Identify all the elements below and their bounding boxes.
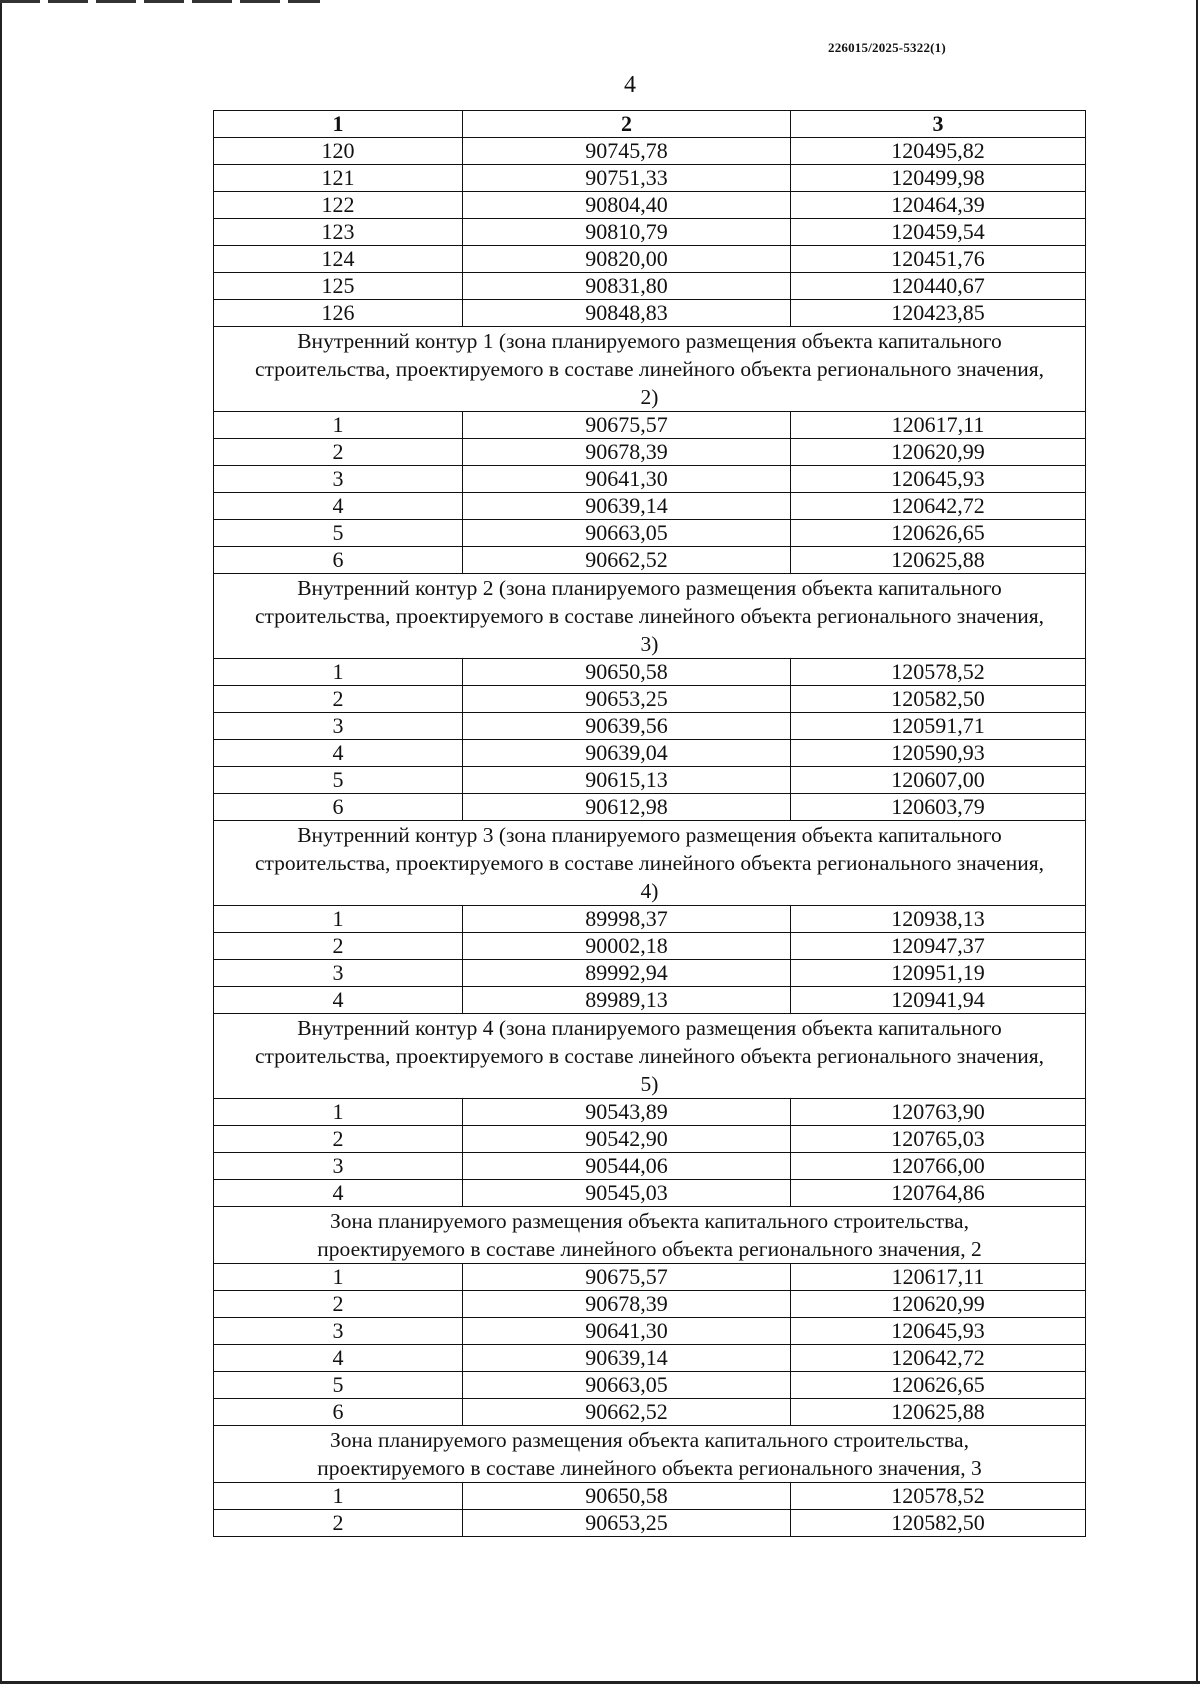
cell-y-coordinate: 120582,50: [791, 1510, 1086, 1537]
table-row: [214, 273, 1086, 300]
cell-y-coordinate: 120440,67: [791, 273, 1086, 300]
cell-point-number: 6: [214, 794, 463, 821]
table-header-row: [214, 111, 1086, 138]
section-header-row: [214, 1207, 1086, 1264]
cell-x-coordinate: 90663,05: [463, 1372, 791, 1399]
cell-x-coordinate: 90751,33: [463, 165, 791, 192]
section-title: Внутренний контур 1 (зона планируемого размещения объекта капитального строительства, проектируемого в составе линейного объекта регионального значения, 2): [214, 327, 1086, 412]
cell-x-coordinate: 89989,13: [463, 987, 791, 1014]
cell-x-coordinate: 89998,37: [463, 906, 791, 933]
cell-point-number: 3: [214, 1153, 463, 1180]
cell-x-coordinate: 90545,03: [463, 1180, 791, 1207]
table-row: [214, 165, 1086, 192]
cell-point-number: 3: [214, 960, 463, 987]
table-row: [214, 1345, 1086, 1372]
cell-x-coordinate: 90639,04: [463, 740, 791, 767]
cell-y-coordinate: 120423,85: [791, 300, 1086, 327]
cell-y-coordinate: 120941,94: [791, 987, 1086, 1014]
cell-point-number: 2: [214, 686, 463, 713]
cell-point-number: 123: [214, 219, 463, 246]
cell-x-coordinate: 90641,30: [463, 466, 791, 493]
cell-y-coordinate: 120620,99: [791, 439, 1086, 466]
cell-point-number: 2: [214, 1510, 463, 1537]
cell-point-number: 4: [214, 987, 463, 1014]
cell-point-number: 3: [214, 1318, 463, 1345]
cell-point-number: 2: [214, 439, 463, 466]
cell-x-coordinate: 90542,90: [463, 1126, 791, 1153]
cell-y-coordinate: 120617,11: [791, 1264, 1086, 1291]
cell-y-coordinate: 120499,98: [791, 165, 1086, 192]
cell-y-coordinate: 120578,52: [791, 1483, 1086, 1510]
table-row: [214, 192, 1086, 219]
table-row: [214, 547, 1086, 574]
cell-y-coordinate: 120625,88: [791, 1399, 1086, 1426]
table-row: [214, 1510, 1086, 1537]
cell-point-number: 1: [214, 412, 463, 439]
cell-point-number: 6: [214, 547, 463, 574]
cell-x-coordinate: 90678,39: [463, 439, 791, 466]
cell-y-coordinate: 120582,50: [791, 686, 1086, 713]
cell-y-coordinate: 120645,93: [791, 466, 1086, 493]
table-body: [214, 138, 1086, 1537]
section-title: Зона планируемого размещения объекта капитального строительства, проектируемого в составе линейного объекта регионального значения, 2: [214, 1207, 1086, 1264]
cell-point-number: 121: [214, 165, 463, 192]
cell-point-number: 122: [214, 192, 463, 219]
table-row: [214, 906, 1086, 933]
cell-x-coordinate: 90639,14: [463, 1345, 791, 1372]
cell-point-number: 3: [214, 713, 463, 740]
cell-y-coordinate: 120645,93: [791, 1318, 1086, 1345]
cell-x-coordinate: 90820,00: [463, 246, 791, 273]
section-title: Внутренний контур 4 (зона планируемого размещения объекта капитального строительства, проектируемого в составе линейного объекта регионального значения, 5): [214, 1014, 1086, 1099]
cell-point-number: 2: [214, 1126, 463, 1153]
section-title: Зона планируемого размещения объекта капитального строительства, проектируемого в составе линейного объекта регионального значения, 3: [214, 1426, 1086, 1483]
cell-point-number: 126: [214, 300, 463, 327]
cell-point-number: 1: [214, 906, 463, 933]
cell-y-coordinate: 120626,65: [791, 1372, 1086, 1399]
cell-x-coordinate: 90544,06: [463, 1153, 791, 1180]
cell-point-number: 4: [214, 493, 463, 520]
table-row: [214, 412, 1086, 439]
table-row: [214, 713, 1086, 740]
cell-y-coordinate: 120620,99: [791, 1291, 1086, 1318]
table-row: [214, 659, 1086, 686]
cell-y-coordinate: 120578,52: [791, 659, 1086, 686]
cell-y-coordinate: 120765,03: [791, 1126, 1086, 1153]
cell-point-number: 5: [214, 1372, 463, 1399]
cell-x-coordinate: 90675,57: [463, 1264, 791, 1291]
section-header-row: [214, 821, 1086, 906]
table-row: [214, 960, 1086, 987]
table-row: [214, 1399, 1086, 1426]
cell-x-coordinate: 90650,58: [463, 659, 791, 686]
coordinates-table: [213, 110, 1086, 1537]
cell-y-coordinate: 120451,76: [791, 246, 1086, 273]
cell-point-number: 5: [214, 520, 463, 547]
cell-x-coordinate: 90650,58: [463, 1483, 791, 1510]
cell-x-coordinate: 90663,05: [463, 520, 791, 547]
scan-edge-mark: [0, 0, 320, 3]
cell-x-coordinate: 90612,98: [463, 794, 791, 821]
section-header-row: [214, 327, 1086, 412]
cell-y-coordinate: 120459,54: [791, 219, 1086, 246]
cell-x-coordinate: 90615,13: [463, 767, 791, 794]
cell-point-number: 6: [214, 1399, 463, 1426]
table-row: [214, 1483, 1086, 1510]
cell-x-coordinate: 90848,83: [463, 300, 791, 327]
cell-point-number: 120: [214, 138, 463, 165]
cell-x-coordinate: 90653,25: [463, 1510, 791, 1537]
cell-y-coordinate: 120642,72: [791, 1345, 1086, 1372]
cell-x-coordinate: 90675,57: [463, 412, 791, 439]
cell-y-coordinate: 120764,86: [791, 1180, 1086, 1207]
cell-point-number: 125: [214, 273, 463, 300]
cell-y-coordinate: 120947,37: [791, 933, 1086, 960]
cell-x-coordinate: 90641,30: [463, 1318, 791, 1345]
cell-point-number: 1: [214, 1099, 463, 1126]
table-row: [214, 1291, 1086, 1318]
cell-y-coordinate: 120495,82: [791, 138, 1086, 165]
cell-y-coordinate: 120590,93: [791, 740, 1086, 767]
table-row: [214, 439, 1086, 466]
cell-y-coordinate: 120951,19: [791, 960, 1086, 987]
table-row: [214, 1180, 1086, 1207]
cell-x-coordinate: 90639,14: [463, 493, 791, 520]
table-row: [214, 933, 1086, 960]
cell-point-number: 2: [214, 933, 463, 960]
cell-point-number: 4: [214, 740, 463, 767]
cell-y-coordinate: 120626,65: [791, 520, 1086, 547]
cell-x-coordinate: 90639,56: [463, 713, 791, 740]
table-row: [214, 1126, 1086, 1153]
table-row: [214, 493, 1086, 520]
table-row: [214, 138, 1086, 165]
column-header-point: 1: [214, 111, 463, 138]
document-number: 226015/2025-5322(1): [828, 40, 946, 55]
table-row: [214, 1264, 1086, 1291]
table-row: [214, 740, 1086, 767]
cell-y-coordinate: 120591,71: [791, 713, 1086, 740]
table-row: [214, 1318, 1086, 1345]
table-row: [214, 794, 1086, 821]
cell-x-coordinate: 90678,39: [463, 1291, 791, 1318]
table-row: [214, 1372, 1086, 1399]
cell-y-coordinate: 120464,39: [791, 192, 1086, 219]
cell-y-coordinate: 120642,72: [791, 493, 1086, 520]
cell-point-number: 5: [214, 767, 463, 794]
table-row: [214, 767, 1086, 794]
cell-y-coordinate: 120625,88: [791, 547, 1086, 574]
cell-x-coordinate: 90002,18: [463, 933, 791, 960]
table-row: [214, 1099, 1086, 1126]
column-header-x: 2: [463, 111, 791, 138]
cell-x-coordinate: 89992,94: [463, 960, 791, 987]
table-row: [214, 987, 1086, 1014]
section-header-row: [214, 1426, 1086, 1483]
cell-y-coordinate: 120607,00: [791, 767, 1086, 794]
table-row: [214, 300, 1086, 327]
cell-point-number: 2: [214, 1291, 463, 1318]
cell-y-coordinate: 120938,13: [791, 906, 1086, 933]
table-row: [214, 466, 1086, 493]
cell-y-coordinate: 120617,11: [791, 412, 1086, 439]
cell-y-coordinate: 120603,79: [791, 794, 1086, 821]
cell-point-number: 1: [214, 1483, 463, 1510]
section-title: Внутренний контур 2 (зона планируемого размещения объекта капитального строительства, проектируемого в составе линейного объекта регионального значения, 3): [214, 574, 1086, 659]
cell-x-coordinate: 90745,78: [463, 138, 791, 165]
table-row: [214, 219, 1086, 246]
cell-x-coordinate: 90810,79: [463, 219, 791, 246]
cell-y-coordinate: 120766,00: [791, 1153, 1086, 1180]
table-row: [214, 520, 1086, 547]
cell-x-coordinate: 90662,52: [463, 547, 791, 574]
table-row: [214, 686, 1086, 713]
page-number: 4: [624, 72, 636, 98]
cell-point-number: 3: [214, 466, 463, 493]
column-header-y: 3: [791, 111, 1086, 138]
cell-x-coordinate: 90831,80: [463, 273, 791, 300]
section-header-row: [214, 1014, 1086, 1099]
cell-x-coordinate: 90804,40: [463, 192, 791, 219]
cell-point-number: 4: [214, 1345, 463, 1372]
coordinates-table-container: [213, 110, 1085, 1537]
table-row: [214, 246, 1086, 273]
cell-x-coordinate: 90653,25: [463, 686, 791, 713]
cell-point-number: 124: [214, 246, 463, 273]
cell-y-coordinate: 120763,90: [791, 1099, 1086, 1126]
table-row: [214, 1153, 1086, 1180]
cell-point-number: 1: [214, 659, 463, 686]
section-title: Внутренний контур 3 (зона планируемого размещения объекта капитального строительства, проектируемого в составе линейного объекта регионального значения, 4): [214, 821, 1086, 906]
cell-point-number: 1: [214, 1264, 463, 1291]
cell-x-coordinate: 90543,89: [463, 1099, 791, 1126]
cell-point-number: 4: [214, 1180, 463, 1207]
cell-x-coordinate: 90662,52: [463, 1399, 791, 1426]
section-header-row: [214, 574, 1086, 659]
